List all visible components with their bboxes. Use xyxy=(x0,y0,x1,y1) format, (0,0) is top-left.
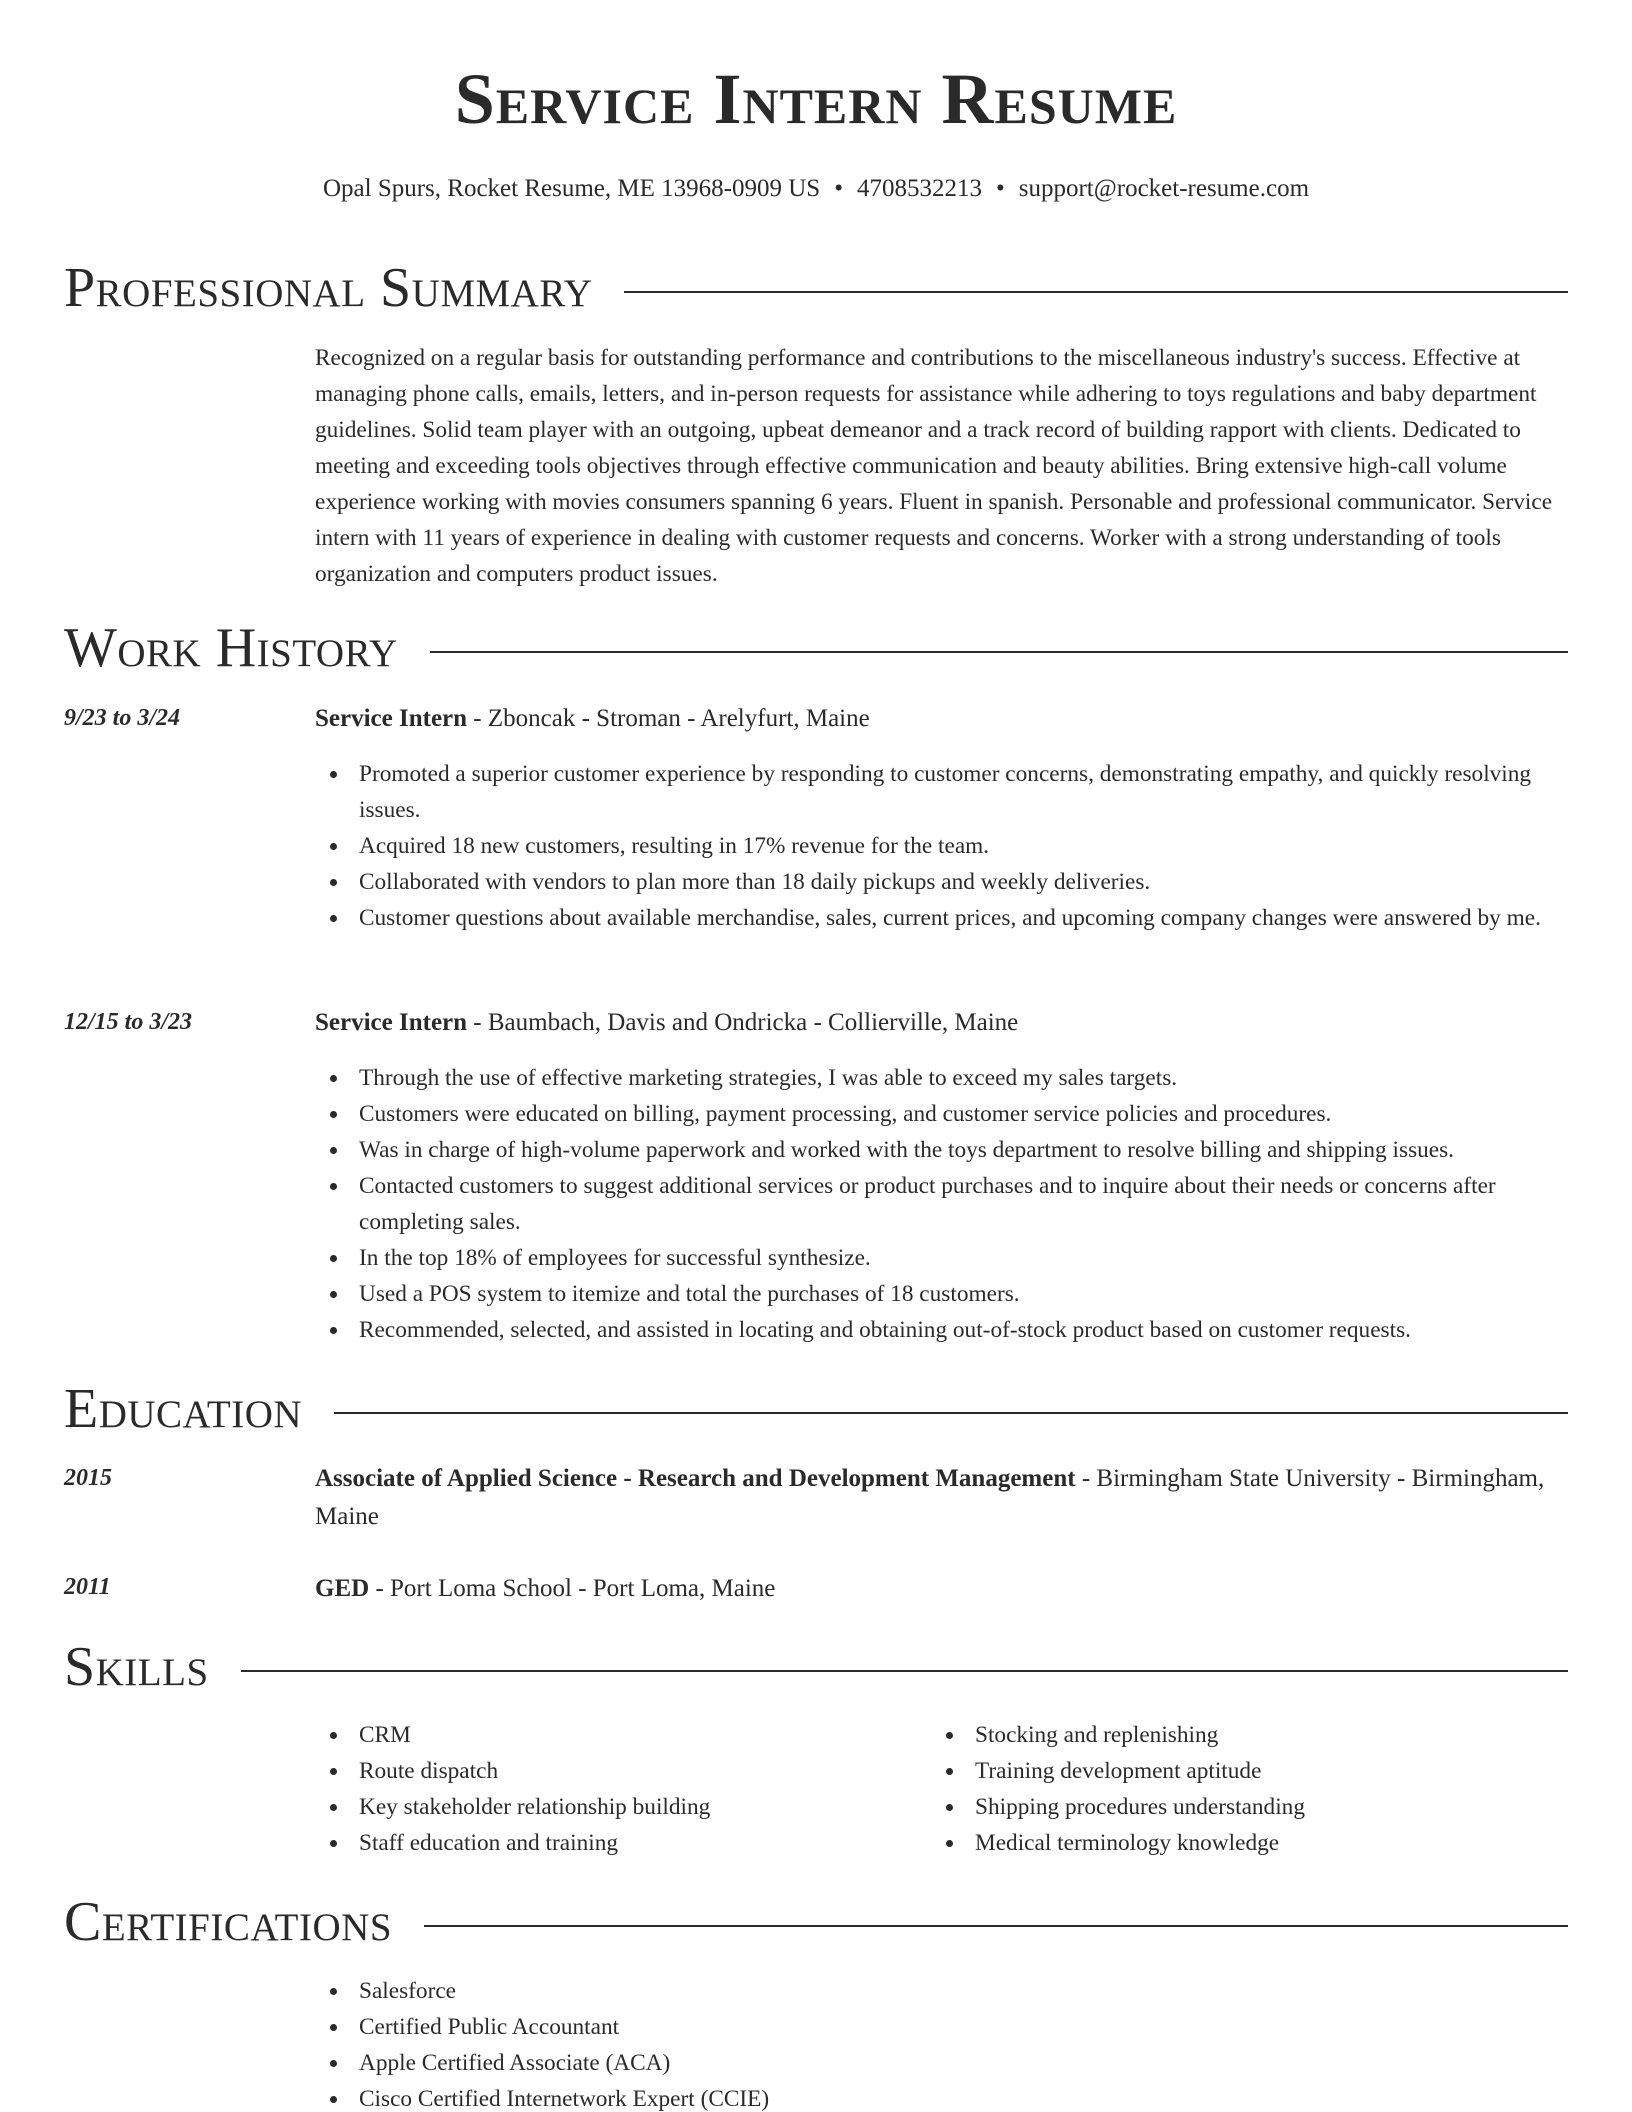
section-title-summary: Professional Summary xyxy=(64,257,593,319)
skill-item: CRM xyxy=(315,1717,1568,1753)
skill-item: Staff education and training xyxy=(315,1825,1568,1861)
job-dates: 9/23 to 3/24 xyxy=(64,705,181,731)
section-header-work-history xyxy=(64,617,1568,679)
education-degree: Associate of Applied Science - Research and Development Management xyxy=(315,1465,1076,1492)
skill-item: Route dispatch xyxy=(315,1753,1568,1789)
section-divider xyxy=(334,1412,1568,1414)
contact-address: Opal Spurs, Rocket Resume, ME 13968-0909 US xyxy=(322,175,821,202)
education-details: - Birmingham State University - Birmingham, Maine xyxy=(315,1465,1545,1530)
job-bullet: Contacted customers to suggest additional services or product purchases and to inquire about their needs or concerns after completing sales. xyxy=(315,1168,1568,1240)
skill-item: Stocking and replenishing xyxy=(931,1717,1632,1753)
job-title: Service Intern xyxy=(315,1009,468,1036)
contact-email: support@rocket-resume.com xyxy=(1018,175,1310,202)
skill-item: Key stakeholder relationship building xyxy=(315,1789,1568,1825)
job-heading xyxy=(315,1004,1568,1042)
job-bullet: Through the use of effective marketing strategies, I was able to exceed my sales targets. xyxy=(315,1060,1568,1096)
job-bullet: Recommended, selected, and assisted in locating and obtaining out-of-stock product based on customer requests. xyxy=(315,1312,1568,1348)
contact-phone: 4708532213 xyxy=(856,175,982,202)
resume-title: Service Intern Resume xyxy=(454,59,1178,139)
section-title-education: Education xyxy=(64,1378,303,1440)
certification-item: Apple Certified Associate (ACA) xyxy=(315,2045,1568,2081)
section-header-summary xyxy=(64,257,1568,319)
section-title-skills: Skills xyxy=(64,1636,209,1698)
section-title-certifications: Certifications xyxy=(64,1891,393,1953)
job-bullet: In the top 18% of employees for successful synthesize. xyxy=(315,1240,1568,1276)
job-bullet: Customer questions about available merchandise, sales, current prices, and upcoming company changes were answered by me. xyxy=(315,900,1568,936)
contact-separator: • xyxy=(995,175,1005,202)
job-bullet: Collaborated with vendors to plan more than 18 daily pickups and weekly deliveries. xyxy=(315,864,1568,900)
education-details: - Port Loma School - Port Loma, Maine xyxy=(369,1575,776,1602)
job-bullet: Used a POS system to itemize and total the purchases of 18 customers. xyxy=(315,1276,1568,1312)
section-header-education xyxy=(64,1378,1568,1440)
job-bullets xyxy=(315,756,1568,936)
job-bullet: Customers were educated on billing, payment processing, and customer service policies and procedures. xyxy=(315,1096,1568,1132)
certifications-list xyxy=(315,1973,1568,2112)
job-bullet: Acquired 18 new customers, resulting in 17% revenue for the team. xyxy=(315,828,1568,864)
section-divider xyxy=(241,1670,1568,1672)
skill-item: Shipping procedures understanding xyxy=(931,1789,1632,1825)
section-title-work-history: Work History xyxy=(64,617,398,679)
section-header-certifications xyxy=(64,1891,1568,1953)
certification-item: Certified Public Accountant xyxy=(315,2009,1568,2045)
job-dates: 12/15 to 3/23 xyxy=(64,1009,193,1035)
education-year: 2015 xyxy=(64,1465,112,1491)
skill-item: Medical terminology knowledge xyxy=(931,1825,1632,1861)
job-details: - Zboncak - Stroman - Arelyfurt, Maine xyxy=(467,705,870,732)
section-header-skills xyxy=(64,1636,1568,1698)
job-details: - Baumbach, Davis and Ondricka - Collierville, Maine xyxy=(467,1009,1019,1036)
section-divider xyxy=(424,1925,1568,1927)
contact-line xyxy=(0,175,1632,203)
education-degree: GED xyxy=(315,1575,370,1602)
skills-list-right xyxy=(931,1717,1632,1861)
section-divider xyxy=(430,651,1568,653)
job-bullet: Was in charge of high-volume paperwork and worked with the toys department to resolve billing and shipping issues. xyxy=(315,1132,1568,1168)
job-bullets xyxy=(315,1060,1568,1348)
education-entry xyxy=(315,1570,1568,1608)
certification-item: Cisco Certified Internetwork Expert (CCIE) xyxy=(315,2081,1568,2112)
summary-text: Recognized on a regular basis for outstanding performance and contributions to the miscellaneous industry's success. Effective at managing phone calls, emails, letters, and in-person requests for assistance while adhering to toys regulations and baby department guidelines. Solid team player with an outgoing, upbeat demeanor and a track record of building rapport with clients. Dedicated to meeting and exceeding tools objectives through effective communication and beauty abilities. Bring extensive high-call volume experience working with movies consumers spanning 6 years. Fluent in spanish. Personable and professional communicator. Service intern with 11 years of experience in dealing with customer requests and concerns. Worker with a strong understanding of tools organization and computers product issues. xyxy=(315,345,1553,587)
contact-separator: • xyxy=(834,175,843,202)
certification-item: Salesforce xyxy=(315,1973,1568,2009)
job-bullet: Promoted a superior customer experience by responding to customer concerns, demonstrating empathy, and quickly resolving issues. xyxy=(315,756,1568,828)
education-entry xyxy=(315,1460,1568,1536)
section-divider xyxy=(624,291,1568,293)
job-heading xyxy=(315,700,1568,738)
job-title: Service Intern xyxy=(315,705,468,732)
education-year: 2011 xyxy=(64,1574,111,1600)
skill-item: Training development aptitude xyxy=(931,1753,1632,1789)
